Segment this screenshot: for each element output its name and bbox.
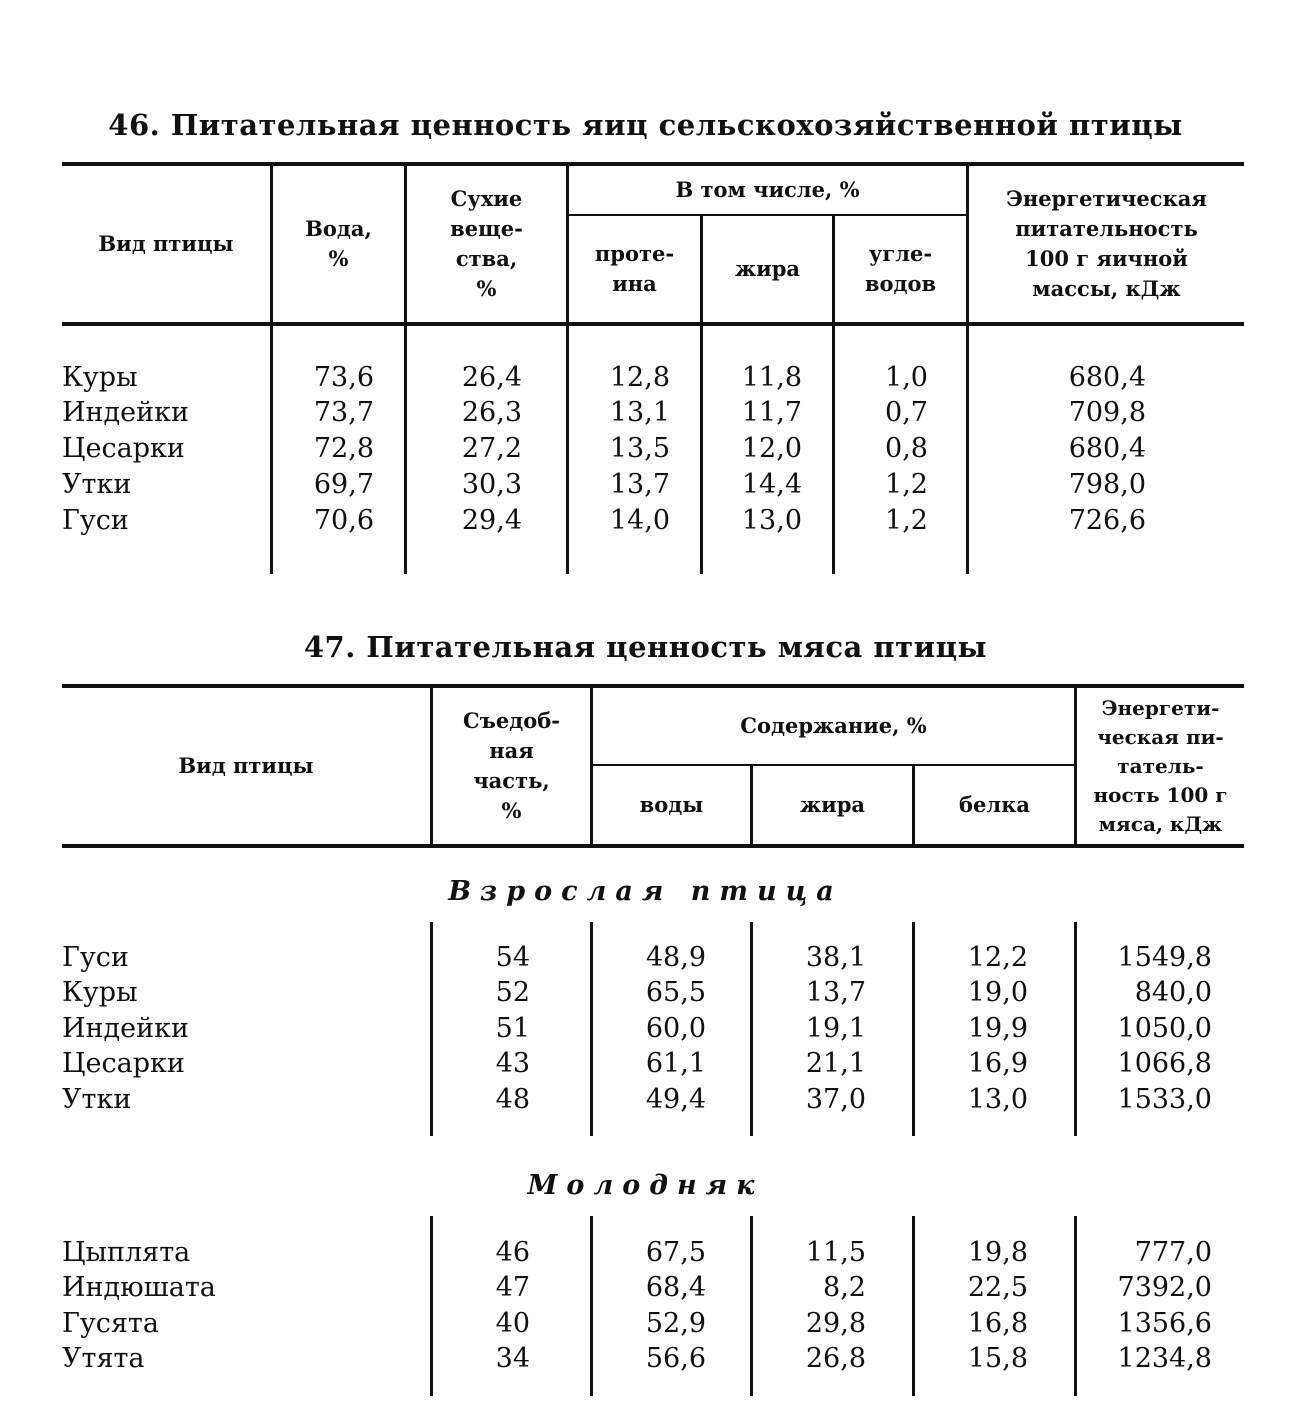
cell-edible: 47: [495, 1272, 530, 1303]
cell-carbs: 0,7: [885, 397, 928, 428]
row-species: Куры: [62, 977, 138, 1008]
cell-water: 48,9: [645, 942, 706, 973]
cell-water: 67,5: [645, 1237, 706, 1268]
table-47-header-edible: Съедоб- ная часть, %: [463, 708, 560, 823]
table-47-header-energy: Энергети- ческая пи- татель- ность 100 г мяса, кДж: [1093, 695, 1228, 836]
row-species: Индейки: [62, 397, 190, 428]
cell-edible: 52: [495, 977, 530, 1008]
cell-protein: 16,8: [967, 1308, 1028, 1339]
cell-protein: 13,0: [967, 1084, 1028, 1115]
row-species: Гусята: [62, 1308, 159, 1339]
cell-edible: 46: [495, 1237, 530, 1268]
cell-fat: 12,0: [741, 433, 802, 464]
cell-carbs: 1,0: [885, 362, 928, 393]
cell-water: 73,6: [313, 362, 374, 393]
cell-edible: 54: [495, 942, 530, 973]
table-47-header-species: Вид птицы: [178, 753, 314, 778]
cell-protein: 19,9: [967, 1013, 1028, 1044]
cell-fat: 29,8: [805, 1308, 866, 1339]
cell-fat: 8,2: [823, 1272, 866, 1303]
cell-protein: 16,9: [967, 1048, 1028, 1079]
cell-dry-matter: 30,3: [461, 469, 522, 500]
cell-fat: 11,8: [741, 362, 802, 393]
cell-edible: 40: [495, 1308, 530, 1339]
cell-energy: 1549,8: [1117, 942, 1212, 973]
table-46-header-rule: [62, 322, 1244, 326]
cell-water: 70,6: [313, 505, 374, 536]
cell-water: 56,6: [645, 1343, 706, 1374]
cell-energy: 1066,8: [1117, 1048, 1212, 1079]
cell-energy: 777,0: [1134, 1237, 1212, 1268]
cell-protein: 22,5: [967, 1272, 1028, 1303]
cell-edible: 34: [495, 1343, 530, 1374]
table-47-header-content: Содержание, %: [740, 713, 927, 738]
cell-fat: 13,0: [741, 505, 802, 536]
cell-edible: 48: [495, 1084, 530, 1115]
cell-fat: 11,7: [741, 397, 802, 428]
cell-edible: 43: [495, 1048, 530, 1079]
cell-energy: 680,4: [1068, 433, 1146, 464]
row-species: Утки: [62, 1084, 132, 1115]
cell-fat: 19,1: [805, 1013, 866, 1044]
table-46-header-energy: Энергетическая питательность 100 г яичной массы, кДж: [1006, 186, 1207, 301]
cell-energy: 709,8: [1068, 397, 1146, 428]
cell-fat: 26,8: [805, 1343, 866, 1374]
cell-protein: 15,8: [967, 1343, 1028, 1374]
row-species: Индейки: [62, 1013, 190, 1044]
cell-energy: 680,4: [1068, 362, 1146, 393]
cell-protein: 12,8: [609, 362, 670, 393]
table-46-header-species: Вид птицы: [98, 231, 234, 256]
cell-dry-matter: 27,2: [461, 433, 522, 464]
table-47-header-rule: [62, 844, 1244, 848]
cell-water: 52,9: [645, 1308, 706, 1339]
cell-carbs: 1,2: [885, 505, 928, 536]
cell-protein: 13,1: [609, 397, 670, 428]
cell-carbs: 1,2: [885, 469, 928, 500]
table-46-header-including: В том числе, %: [675, 177, 860, 202]
table-47-header-protein: белка: [959, 792, 1030, 817]
table-47-header-fat: жира: [799, 792, 866, 817]
cell-energy: 1234,8: [1117, 1343, 1212, 1374]
cell-water: 68,4: [645, 1272, 706, 1303]
row-species: Гуси: [62, 942, 129, 973]
cell-protein: 13,7: [609, 469, 670, 500]
cell-water: 61,1: [645, 1048, 706, 1079]
table-46-title: 46. Питательная ценность яиц сельскохозяйственной птицы: [108, 108, 1183, 142]
cell-energy: 7392,0: [1117, 1272, 1212, 1303]
cell-energy: 1050,0: [1117, 1013, 1212, 1044]
section-adult-label: Взрослая птица: [448, 876, 843, 907]
cell-dry-matter: 26,3: [461, 397, 522, 428]
cell-energy: 1533,0: [1117, 1084, 1212, 1115]
cell-energy: 726,6: [1068, 505, 1146, 536]
row-species: Утята: [62, 1343, 145, 1374]
cell-water: 49,4: [645, 1084, 706, 1115]
cell-fat: 13,7: [805, 977, 866, 1008]
cell-carbs: 0,8: [885, 433, 928, 464]
table-47-header-water: воды: [639, 792, 704, 817]
row-species: Цесарки: [62, 433, 185, 464]
cell-water: 72,8: [313, 433, 374, 464]
cell-energy: 798,0: [1068, 469, 1146, 500]
cell-energy: 1356,6: [1117, 1308, 1212, 1339]
cell-protein: 19,0: [967, 977, 1028, 1008]
cell-water: 73,7: [313, 397, 374, 428]
cell-fat: 37,0: [805, 1084, 866, 1115]
row-species: Цыплята: [62, 1237, 191, 1268]
cell-water: 69,7: [313, 469, 374, 500]
table-46-header-fat: жира: [734, 256, 801, 281]
cell-protein: 13,5: [609, 433, 670, 464]
cell-dry-matter: 29,4: [461, 505, 522, 536]
cell-fat: 21,1: [805, 1048, 866, 1079]
cell-fat: 14,4: [741, 469, 802, 500]
row-species: Куры: [62, 362, 138, 393]
table-46-header-carbs: угле- водов: [864, 241, 937, 296]
cell-water: 60,0: [645, 1013, 706, 1044]
cell-energy: 840,0: [1134, 977, 1212, 1008]
row-species: Утки: [62, 469, 132, 500]
cell-fat: 38,1: [805, 942, 866, 973]
cell-protein: 14,0: [609, 505, 670, 536]
row-species: Индюшата: [62, 1272, 216, 1303]
table-46-header-water: Вода, %: [305, 216, 372, 271]
cell-protein: 19,8: [967, 1237, 1028, 1268]
row-species: Цесарки: [62, 1048, 185, 1079]
table-46-header-protein: проте- ина: [594, 241, 675, 296]
row-species: Гуси: [62, 505, 129, 536]
table-47-title: 47. Питательная ценность мяса птицы: [303, 630, 988, 664]
cell-water: 65,5: [645, 977, 706, 1008]
cell-protein: 12,2: [967, 942, 1028, 973]
cell-fat: 11,5: [805, 1237, 866, 1268]
cell-edible: 51: [495, 1013, 530, 1044]
section-young-label: Молодняк: [527, 1170, 764, 1201]
cell-dry-matter: 26,4: [461, 362, 522, 393]
table-46-header-dry-matter: Сухие веще- ства, %: [450, 186, 523, 301]
